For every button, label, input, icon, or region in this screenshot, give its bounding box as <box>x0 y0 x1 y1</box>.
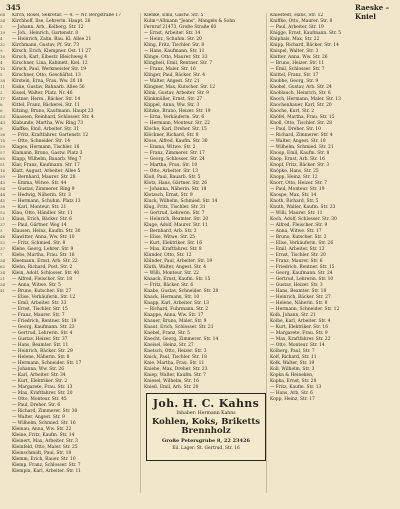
directory-entry: — Bernhard, Arb. Str. 3 <box>144 229 197 234</box>
ad-products: Kohlen, Koks, Briketts Brennholz <box>151 417 261 436</box>
directory-entry: Kolberg, Paul, Str. 7 <box>270 349 315 354</box>
directory-entry: — Hans, Arb. Str. 6 <box>270 391 313 396</box>
directory-entry: — Georg, Kaufmann. Str. 24 <box>270 271 333 276</box>
directory-entry: — Bruno, Kutscher. Str. 27 <box>12 289 72 294</box>
margin-number: 41 <box>0 288 6 293</box>
directory-entry: Knebel, Franz, Str. 5 <box>144 331 190 336</box>
directory-entry: Klar, Franz, Kaufmann. Str. 17 <box>12 163 80 168</box>
running-head: Raeske – Kniel <box>355 3 390 21</box>
margin-number: 36 <box>0 132 6 137</box>
directory-entry: — Helene, Näherin. Str. 8 <box>12 355 70 360</box>
directory-entry: — Heinrich, Bäcker. Str. 29 <box>12 349 73 354</box>
directory-entry: — Walter, Angest. Str. 18 <box>270 139 326 144</box>
directory-entry: Knigge, Ernst, Kaufmann. Str. 5 <box>270 31 342 36</box>
directory-entry: Klaus, Erich, Bäcker. Str. 6 <box>12 217 72 222</box>
directory-entry: Kiske, Gustav, Bahnarb. Allee 56 <box>12 85 85 90</box>
margin-number: 52 <box>0 210 6 215</box>
directory-entry: Kopp, Heinz, Str. 17 <box>270 397 315 402</box>
directory-entry: Kluck, Wilhelm, Schmied. Str. 14 <box>144 199 218 204</box>
directory-entry: Knuth, Walter, Kaufm. Str. 23 <box>270 205 336 210</box>
directory-entry: Kluth, Walter, Angest. Str. 4 <box>144 265 207 270</box>
directory-entry: — Otto, Arbeiter. Str. 13 <box>144 169 198 174</box>
directory-entry: Kleinau, Anna, Ww. Str. 22 <box>12 427 72 432</box>
margin-number: 57 <box>0 150 6 155</box>
directory-entry: — Heinrich, Zahn. Bau. Kl. Allee 21 <box>12 37 92 42</box>
margin-number: 43 <box>0 180 6 185</box>
directory-entry: Klebs, Martha, Frau. Str. 16 <box>12 253 75 258</box>
directory-entry: — Hermann, Schuhm. Platz 13 <box>12 199 81 204</box>
directory-entry: Kittel, Franz, Bäckerei. Str. 11 <box>12 103 80 108</box>
directory-entry: Klebe, Georg, Lehrer. Str. 9 <box>12 247 74 252</box>
margin-number: 5 <box>0 228 3 233</box>
directory-entry: Klemp, Franz, Schlosser. Str. 7 <box>12 463 81 468</box>
directory-entry: Kirschner, Lina, Kabinett, Kiel. 12 <box>12 61 88 66</box>
directory-entry: — Margarete, Frau. Str. 9 <box>270 331 328 336</box>
directory-entry: Klatt, August, Arbeiter. Allee 5 <box>12 169 81 174</box>
directory-entry: — Max, Kraftfahrer. Str. 20 <box>12 391 73 396</box>
directory-entry: Kirsch, Paul, Werkmeister Str. 19 <box>12 67 87 72</box>
directory-entry: Knappe, Anna, Ww. Str. 17 <box>144 313 204 318</box>
directory-entry: — Kurt, Elektriker. Str. 2 <box>12 379 68 384</box>
directory-entry: Knöpke, Hans, Str. 25 <box>270 169 319 174</box>
directory-entry: Knetsch, Otto, Heizer. Str. 3 <box>144 349 207 354</box>
directory-entry: Kleinert, Max, Arbeiter. Str. 3 <box>12 439 78 444</box>
directory-entry: Knopf, Fritz, Bäcker. Str. 3 <box>270 163 330 168</box>
directory-entry: — Max, Kraftfahrer. Str. 8 <box>144 247 202 252</box>
margin-number: 59 <box>0 144 6 149</box>
directory-entry: Kleinfeld, Otto, Maler. Str. 25 <box>12 445 78 450</box>
directory-entry: — Bernhard, Maurer. Str. 28 <box>12 175 76 180</box>
directory-entry: Knick, Paul, Tischler. Str. 18 <box>144 355 207 360</box>
directory-entry: — Kurt, Elektriker. Str. 16 <box>270 325 329 330</box>
directory-entry: — Fritz, Kaufm. Str. 13 <box>270 385 322 390</box>
margin-number: 9 <box>0 126 3 131</box>
directory-entry: — Karl, Arbeiter. Str. 34 <box>12 373 66 378</box>
directory-entry: Klinkmüller, Ernst, Str. 27 <box>144 97 203 102</box>
directory-entry: — Hedwig, Näherin. Str. 3 <box>12 193 71 198</box>
directory-entry: Klawitter, Anna, Ww. Str. 10 <box>12 235 75 240</box>
directory-entry: Kniphals, Max, Str. 22 <box>270 37 320 42</box>
directory-entry: Kolbe, Karl, Arbeiter. Str. 4 <box>270 319 331 324</box>
directory-entry: — Hermann, Schneider. Str. 12 <box>270 307 340 312</box>
margin-number: 16 <box>0 54 6 59</box>
margin-number: 19 <box>0 30 6 35</box>
directory-entry: Knorr, Otto, Heizer. Str. 7 <box>270 181 327 186</box>
margin-number: 52 <box>0 240 6 245</box>
directory-entry: Kloß, Paul, Bauarb. Str. 5 <box>144 175 201 180</box>
directory-entry: Klehn, Richard, Post. Str. 2 <box>12 265 73 270</box>
directory-entry: Knopp, Heinz, Str. 12 <box>270 175 318 180</box>
directory-entry: Klempin, Karl, Arbeiter. Str. 11 <box>12 469 82 474</box>
margin-number: 32 <box>0 42 6 47</box>
margin-number: 43 <box>0 120 6 125</box>
directory-entry: Knieß, Emil, Arb. Str. 20 <box>144 385 199 390</box>
directory-entry: Klausen, Heinz, Kaufm. Str. 30 <box>12 229 81 234</box>
directory-entry: Knecht, Georg, Zimmerer. Str. 14 <box>144 337 219 342</box>
directory-entry: Kirchhoff, Ilse, Lehrerin. Haupt. 26 <box>12 19 91 24</box>
directory-entry: — Ernst, Arbeiter. Str. 14 <box>144 31 201 36</box>
directory-entry: Klose, Alfred, Kaufm. Str. 30 <box>144 139 208 144</box>
directory-entry: Klaffke, Emil, Arbeiter. Str. 31 <box>12 127 80 132</box>
directory-entry: — Heinr., Schuhm. Str. 20 <box>144 37 202 42</box>
directory-entry: Kluge, Adolf, Maurer. Str. 11 <box>144 223 208 228</box>
directory-entry: — Franz, Zimmerer. Str. 17 <box>144 151 205 156</box>
directory-entry: Kneisel, Heinz, Str. 27 <box>144 343 194 348</box>
advertisement-box <box>146 393 266 461</box>
directory-entry: — Gustav, Heizer. Str. 3 <box>270 283 323 288</box>
directory-entry: Klamann, Bruno, Gastw. Platz 3 <box>12 151 83 156</box>
directory-entry: — Joh., Heinrich, Gartenstr. 8 <box>12 31 79 36</box>
directory-entry: Klotz, Hans, Gärtner. Str. 26 <box>144 181 208 186</box>
directory-entry: — Wilhelm, Schmied. Str. 16 <box>12 421 76 426</box>
directory-entry: Knaack, Ernst, Kaufm. Str. 15 <box>144 277 211 282</box>
directory-entry: Kleine, Fritz, Kaufm. Str. 14 <box>12 433 75 438</box>
directory-entry: Knoche, Kurt, Str. 2 <box>270 109 315 114</box>
directory-entry: Kirsch, Karl, Elbestr. Bleichweg 4 <box>12 55 88 60</box>
directory-entry: Klages, Hermann, Tischler. 16 <box>12 145 80 150</box>
directory-entry: Kirchmann, Gustav, Pf. Str. 73 <box>12 43 79 48</box>
directory-entry: — Franz, Maler. Str. 16 <box>144 67 196 72</box>
directory-entry: — Max, Kraftfahrer. Str. 22 <box>270 337 331 342</box>
directory-entry: — Hans, Beamter. Str. 18 <box>270 289 327 294</box>
directory-entry: — Fritz, Schmied. Str. 8 <box>12 241 66 246</box>
directory-entry: — Ernst, Tischler. Str. 20 <box>270 253 326 258</box>
directory-entry: Knoll, Otto, Tischler. Str. 28 <box>270 121 332 126</box>
directory-entry: Kniesel, Wilhelm, Str. 16 <box>144 379 199 384</box>
margin-number: 16 <box>0 168 6 173</box>
directory-entry: Kolb, Johann, Str. 21 <box>270 313 316 318</box>
directory-entry: Knack, Hermann, Str. 10 <box>144 295 200 300</box>
directory-entry: Knaut, Erich, Schlosser. Str. 21 <box>144 325 214 330</box>
margin-number: 7 <box>0 252 3 257</box>
margin-number: 38 <box>0 78 6 83</box>
directory-entry: Knittel, Franz, Str. 17 <box>270 73 319 78</box>
directory-entry: Kniebe, Max, Dreher. Str. 23 <box>144 367 208 372</box>
directory-entry: — Anna, Witwe. Str. 5 <box>12 283 61 288</box>
directory-entry: Klitzke, Bruno, Heizer. Str. 19 <box>144 109 211 114</box>
margin-number: 9 <box>0 48 3 53</box>
directory-entry: — Franz, Maurer. Str. 7 <box>12 313 65 318</box>
directory-entry: — Ernst, Tischler. Str. 15 <box>12 307 68 312</box>
directory-entry: Kissel, Walter, Platz. Nr. 46 <box>12 91 73 96</box>
directory-entry: — Johanna, Näherin. Str. 18 <box>144 187 207 192</box>
directory-entry: Klotzsch, Ernst, Str. 9 <box>144 193 193 198</box>
margin-number: 14 <box>0 138 6 143</box>
directory-entry: Klapp, Wilhelm, Bauarb. Weg 7 <box>12 157 82 162</box>
directory-entry: — Gustav, Zimmerer. Ring 9 <box>12 187 75 192</box>
directory-entry: — Emil, Schlosser. Str. 7 <box>270 67 325 72</box>
directory-entry: — Friedrich, Rentner. Str. 19 <box>12 319 77 324</box>
directory-entry: Knoth, Richard, Str. 5 <box>270 199 319 204</box>
directory-entry: — Anna, Witwe. Str. 17 <box>270 229 322 234</box>
directory-entry: Klinger, Paul, Bäcker. Str. 4 <box>144 73 206 78</box>
directory-entry: Knoblauch, Heinrich, Str. 6 <box>270 91 331 96</box>
margin-number: 11 <box>0 84 6 89</box>
directory-entry: Kistner, Herm., Bäcker. Str. 14 <box>12 97 81 102</box>
directory-entry: — Gertrud, Lehrerin. Str. 10 <box>270 277 334 282</box>
directory-entry: — Hans, Kaufmann. Str. 11 <box>144 49 205 54</box>
directory-entry: Kopka, Ernst, Str. 28 <box>270 379 317 384</box>
directory-entry: Klünder, Paul, Arbeiter. Str. 19 <box>144 259 213 264</box>
directory-entry: — Johann, Arb., Kolberg. Str. 12 <box>12 25 84 30</box>
directory-entry: — Otto, Schneider. Str. 14 <box>12 139 71 144</box>
margin-number: 21 <box>0 216 6 221</box>
directory-entry: — Franz, Maurer. Str. 6 <box>270 259 323 264</box>
margin-number: 37 <box>0 222 6 227</box>
ad-phone: Große Petersgrube 8, 22 23426 <box>162 438 250 444</box>
column-right <box>270 13 386 403</box>
margin-number: 6 <box>0 108 3 113</box>
directory-entry: Klau, Otto, Händler. Str. 11 <box>12 211 73 216</box>
column-left <box>12 13 128 475</box>
directory-entry: Knabe, Gustav, Schneider. Str. 28 <box>144 289 219 294</box>
directory-entry: — Gertrud, Lehrerin. Str. 4 <box>12 331 73 336</box>
directory-entry: Klenke, Emil, Gastw. Str. 5 <box>144 13 204 18</box>
margin-number: 34 <box>0 258 6 263</box>
directory-entry: — Kurt, Elektriker. Str. 16 <box>144 241 203 246</box>
margin-number: 54 <box>0 186 6 191</box>
page-number: 345 <box>6 3 21 12</box>
directory-entry: Kleemann, Ernst, Arb. Str. 22 <box>12 259 78 264</box>
directory-entry: — Paul, Gärtner. Weg 14 <box>12 223 67 228</box>
directory-entry: — Walter, Angest. Str. 9 <box>12 415 65 420</box>
directory-entry: Klingner, Max, Kutscher. Str. 12 <box>144 85 216 90</box>
directory-entry: Kling, Fritz, Tischler. Str. 8 <box>144 43 205 48</box>
margin-numbers <box>0 12 9 294</box>
directory-entry: Klemm, Erich, Bauer. Str. 10 <box>12 457 76 462</box>
directory-entry: Kulm=Allmann "Jeans", Mangels & Sohn <box>144 19 235 24</box>
directory-entry: — Fritz, Kraftfahrer. Gartenstr. 12 <box>12 133 89 138</box>
directory-entry: — Emma, Witwe. Str. 44 <box>12 181 67 186</box>
ad-address: Eil. Lager: St. Gertrud, Str. 16 <box>172 446 240 451</box>
column-divider <box>266 13 267 493</box>
directory-entry: Klingbeil, Emil, Rentner. Str. 7 <box>144 61 213 66</box>
directory-entry: Knispel, Walter, Str. 3 <box>270 49 319 54</box>
directory-entry: — Hermann, Schneider. Str. 17 <box>12 361 82 366</box>
directory-entry: Knospe, Max, Str. 14 <box>270 193 317 198</box>
margin-number: 45 <box>0 198 6 203</box>
directory-entry: — Emil, Arbeiter. Str. 33 <box>12 301 67 306</box>
directory-entry: — Georg, Schlosser. Str. 24 <box>144 157 205 162</box>
column-divider <box>140 13 141 493</box>
directory-entry: Knipp, Richard, Bäcker. Str. 14 <box>270 43 339 48</box>
margin-number: 44 <box>0 192 6 197</box>
directory-entry: — Bruno, Kutscher. Str. 2 <box>270 235 327 240</box>
directory-entry: Kolk, Walter, Str. 19 <box>270 361 315 366</box>
margin-number: 37 <box>0 246 6 251</box>
column-middle <box>144 13 260 391</box>
directory-entry: — Erna, Verkäuferin. Str. 6 <box>144 115 205 120</box>
directory-entry: — Alfred, Fleischer. Str. 18 <box>12 277 73 282</box>
margin-number: 10 <box>0 66 6 71</box>
margin-number: 53 <box>0 114 6 119</box>
directory-entry: Kolf, Richard, Str. 11 <box>270 355 317 360</box>
directory-entry: Kopka & Heineken, <box>270 373 314 378</box>
margin-number: 59 <box>0 174 6 179</box>
directory-entry: — Hermann, Monteur. Str. 22 <box>144 121 210 126</box>
directory-entry: — Richard, Fuhrmann. Str. 2 <box>144 307 209 312</box>
margin-number: 4 <box>0 36 3 41</box>
directory-entry: Kirsch, Erich, Klempner. Ost. 11 27 <box>12 49 91 54</box>
directory-entry: Koch, Adolf, Schlosser. Str. 30 <box>270 217 337 222</box>
directory-entry: — Margarete, Frau. Str. 13 <box>12 385 73 390</box>
margin-number: 51 <box>0 162 6 167</box>
directory-entry: — Emma, Witwe. Str. 2 <box>144 145 196 150</box>
directory-entry: — Hans, Beamter. Str. 11 <box>12 343 69 348</box>
directory-entry: — Emil, Arbeiter. Str. 13 <box>270 247 325 252</box>
directory-entry: — Elise, Verkäuferin. Str. 26 <box>270 241 334 246</box>
directory-entry: Knapp, Karl, Arbeiter. Str. 13 <box>144 301 209 306</box>
directory-entry: Knop, Ernst, Arb. Str. 16 <box>270 157 325 162</box>
directory-entry: Kirch, Rosel, Sekretär. — 4. — Nr. Bergstraße 17 <box>12 13 121 18</box>
directory-entry: — Paul, Arbeiter. Str. 19 <box>270 25 324 30</box>
directory-entry: Klug, Fritz, Tischler. Str. 31 <box>144 205 206 210</box>
margin-number: 34 <box>0 270 6 275</box>
directory-entry: — Paul, Monteur. Str. 19 <box>270 187 325 192</box>
margin-number: 38 <box>0 204 6 209</box>
directory-entry: Knobbe, Georg, Str. 9 <box>270 79 319 84</box>
margin-number: 5 <box>0 24 3 29</box>
directory-entry: — Paul, Dreher. Str. 6 <box>12 403 61 408</box>
directory-entry: — Richard, Zimmerer. Str. 30 <box>12 409 78 414</box>
margin-number: 64 <box>0 12 6 17</box>
margin-number: 46 <box>0 234 6 239</box>
margin-number: 34 <box>0 282 6 287</box>
directory-entry: — Willi, Monteur. Str. 22 <box>144 271 199 276</box>
directory-entry: Knitter, Anna, Ww. Str. 26 <box>270 55 328 60</box>
directory-entry: Kitzing, Bruno, Kaufmann. Haupt 23 <box>12 109 94 114</box>
margin-number: 2 <box>0 90 3 95</box>
directory-entry: Kniep, Walter, Kaufm. Str. 7 <box>144 373 206 378</box>
margin-number: 62 <box>0 264 6 269</box>
margin-number: 17 <box>0 96 6 101</box>
directory-entry: — Elise, Verkäuferin. Str. 12 <box>12 295 76 300</box>
ad-owner: Inhaber: Hermann Kahns <box>176 411 236 416</box>
directory-entry: — Elise, Witwe. Str. 25 <box>144 235 195 240</box>
directory-entry: — Otto, Monteur. Str. 14 <box>270 343 325 348</box>
directory-entry: Klunder, Otto, Str. 12 <box>144 253 192 258</box>
directory-entry: Koll, Wilhelm, Str. 3 <box>270 367 315 372</box>
directory-entry: — Heinrich, Beamter. Str. 20 <box>144 217 209 222</box>
directory-entry: Klippel, Anna, Ww. Str. 3 <box>144 103 200 108</box>
directory-entry: Klink, Gustav, Arbeiter. Str. 9 <box>144 91 209 96</box>
margin-number: 21 <box>0 276 6 281</box>
directory-entry: — Otto, Monteur. Str. 45 <box>12 397 67 402</box>
directory-entry: — Fritz, Bäcker. Str. 6 <box>144 283 194 288</box>
margin-number: 4 <box>0 60 3 65</box>
directory-entry: — Paul, Dreher. Str. 10 <box>270 127 322 132</box>
directory-entry: Kniffke, Otto, Maurer. Str. 8 <box>270 19 333 24</box>
directory-entry: — Friedrich, Rentner. Str. 15 <box>270 265 335 270</box>
directory-entry: Knoop, Emil, Kaufm. Str. 8 <box>270 151 330 156</box>
directory-entry: Klocke, Karl, Dreher. Str. 15 <box>144 127 207 132</box>
directory-entry: — Bruno, Heizer. Str. 11 <box>270 61 325 66</box>
directory-entry: Kirstein, Erna, Frau, Ww. 20 18 <box>12 79 83 84</box>
directory-entry: — Karl, Monteur. Str. 21 <box>12 205 67 210</box>
directory-entry: — Richard, Zimmerer. Str. 4 <box>270 133 333 138</box>
directory-entry: Kniestedt, Hans, Str. 12 <box>270 13 324 18</box>
directory-entry: — Martha, Frau. Str. 10 <box>144 163 198 168</box>
directory-entry: Kleinschmidt, Paul, Str. 18 <box>12 451 72 456</box>
directory-entry: Fernruf 21473, Große Straße 60 <box>144 25 217 30</box>
directory-entry: — Wilhelm, Schmied. Str. 21 <box>270 145 334 150</box>
directory-entry: — Alfred, Fleischer. Str. 9 <box>270 223 328 228</box>
directory-entry: — Willi, Maurer. Str. 11 <box>270 211 323 216</box>
directory-entry: — Walter, Angest. Str. 21 <box>144 79 200 84</box>
directory-entry: — Helene, Näherin. Str. 8 <box>270 301 328 306</box>
directory-entry: Kirschner, Otto, Geschäftst. 13 <box>12 73 81 78</box>
directory-entry: Knauer, Bruno, Maler. Str. 9 <box>144 319 207 324</box>
margin-number: 5 <box>0 72 3 77</box>
margin-number: 85 <box>0 156 6 161</box>
directory-entry: Knoch, Hermann, Maler. Str. 13 <box>270 97 341 102</box>
directory-entry: Klöckner, Richard, Str. 8 <box>144 133 199 138</box>
directory-entry: Knie, Martha, Frau. Str. 11 <box>144 361 205 366</box>
directory-entry: Klabunde, Martha, Ww. Ring 73 <box>12 121 84 126</box>
directory-entry: — Gertrud, Lehrerin. Str. 7 <box>144 211 205 216</box>
directory-entry: Knobel, Gustav, Arb. Str. 24 <box>270 85 332 90</box>
directory-entry: — Heinrich, Bäcker. Str. 27 <box>270 295 331 300</box>
margin-number: 34 <box>0 18 6 23</box>
directory-entry: Knochenhauer, Karl, Str. 20 <box>270 103 332 108</box>
margin-number: 8 <box>0 102 3 107</box>
directory-entry: Klaassen, Reinhard, Schlosser. Str. 4 <box>12 115 94 120</box>
directory-entry: Klein, Adolf, Schlosser. Str. 40 <box>12 271 80 276</box>
directory-entry: — Gustav, Heizer. Str. 37 <box>12 337 68 342</box>
directory-entry: Klinge, Otto, Maurer. Str. 33 <box>144 55 208 60</box>
ad-title: Joh. H. C. Kahns <box>152 397 260 410</box>
directory-entry: — Johanna, Ww. Str. 26 <box>12 367 65 372</box>
directory-entry: Knöfel, Martha, Frau. Str. 15 <box>270 115 335 120</box>
directory-entry: — Georg, Kaufmann. Str. 23 <box>12 325 75 330</box>
